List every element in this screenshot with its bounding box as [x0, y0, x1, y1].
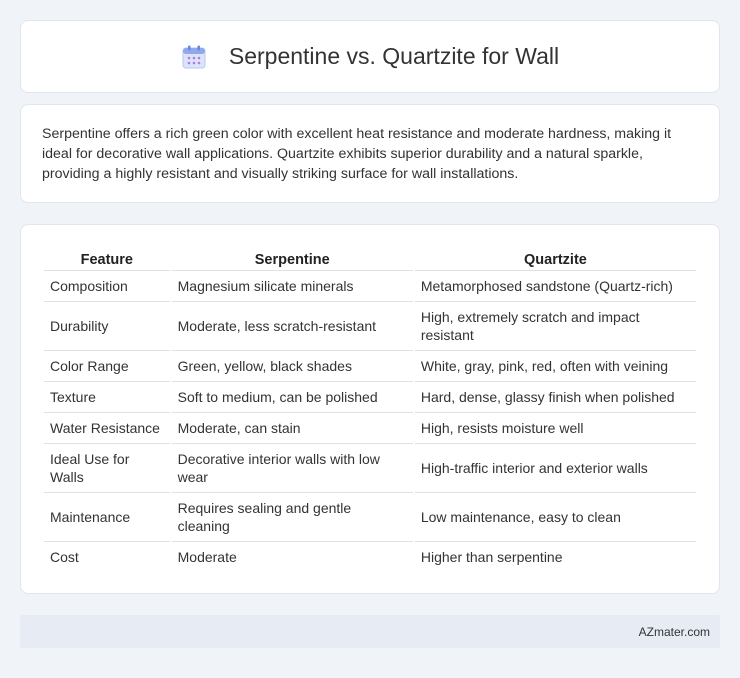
- cell-serpentine: Moderate: [172, 541, 413, 572]
- cell-serpentine: Decorative interior walls with low wear: [172, 443, 413, 492]
- table-row: [44, 412, 696, 443]
- cell-quartzite: Higher than serpentine: [415, 541, 696, 572]
- table-row: [44, 381, 696, 412]
- calendar-icon: [181, 44, 207, 70]
- header-feature: Feature: [80, 252, 133, 268]
- header-quartzite: Quartzite: [524, 252, 587, 268]
- cell-quartzite: High-traffic interior and exterior walls: [415, 443, 696, 492]
- cell-feature: Maintenance: [44, 492, 170, 541]
- cell-serpentine: Moderate, less scratch-resistant: [172, 301, 413, 350]
- cell-feature: Durability: [44, 301, 170, 350]
- cell-serpentine: Soft to medium, can be polished: [172, 381, 413, 412]
- table-row: [44, 541, 696, 572]
- intro-card: [20, 104, 720, 203]
- cell-quartzite: Metamorphosed sandstone (Quartz-rich): [415, 270, 696, 301]
- footer: [20, 615, 720, 648]
- table-row: [44, 301, 696, 350]
- table-row: [44, 443, 696, 492]
- comparison-table-card: [20, 224, 720, 594]
- cell-quartzite: White, gray, pink, red, often with veining: [415, 350, 696, 381]
- table-header-row: [44, 245, 696, 270]
- comparison-table: [42, 245, 698, 572]
- cell-quartzite: Hard, dense, glassy finish when polished: [415, 381, 696, 412]
- cell-quartzite: Low maintenance, easy to clean: [415, 492, 696, 541]
- cell-quartzite: High, extremely scratch and impact resistant: [415, 301, 696, 350]
- title-card: [20, 20, 720, 93]
- intro-text: Serpentine offers a rich green color with excellent heat resistance and moderate hardness, making it ideal for decorative wall applications. Quartzite exhibits superior durability and a natural sparkle, providing a highly resistant and visually striking surface for wall installations.: [42, 126, 672, 182]
- page-title: Serpentine vs. Quartzite for Wall: [228, 43, 560, 69]
- cell-serpentine: Moderate, can stain: [172, 412, 413, 443]
- footer-brand[interactable]: AZmater.com: [638, 625, 710, 639]
- cell-quartzite: High, resists moisture well: [415, 412, 696, 443]
- cell-serpentine: Green, yellow, black shades: [172, 350, 413, 381]
- table-row: [44, 492, 696, 541]
- cell-feature: Color Range: [44, 350, 170, 381]
- header-serpentine: Serpentine: [254, 252, 330, 268]
- cell-feature: Cost: [44, 541, 170, 572]
- cell-feature: Composition: [44, 270, 170, 301]
- cell-feature: Ideal Use for Walls: [44, 443, 170, 492]
- cell-serpentine: Requires sealing and gentle cleaning: [172, 492, 413, 541]
- cell-feature: Texture: [44, 381, 170, 412]
- cell-feature: Water Resistance: [44, 412, 170, 443]
- table-row: [44, 350, 696, 381]
- cell-serpentine: Magnesium silicate minerals: [172, 270, 413, 301]
- table-row: [44, 270, 696, 301]
